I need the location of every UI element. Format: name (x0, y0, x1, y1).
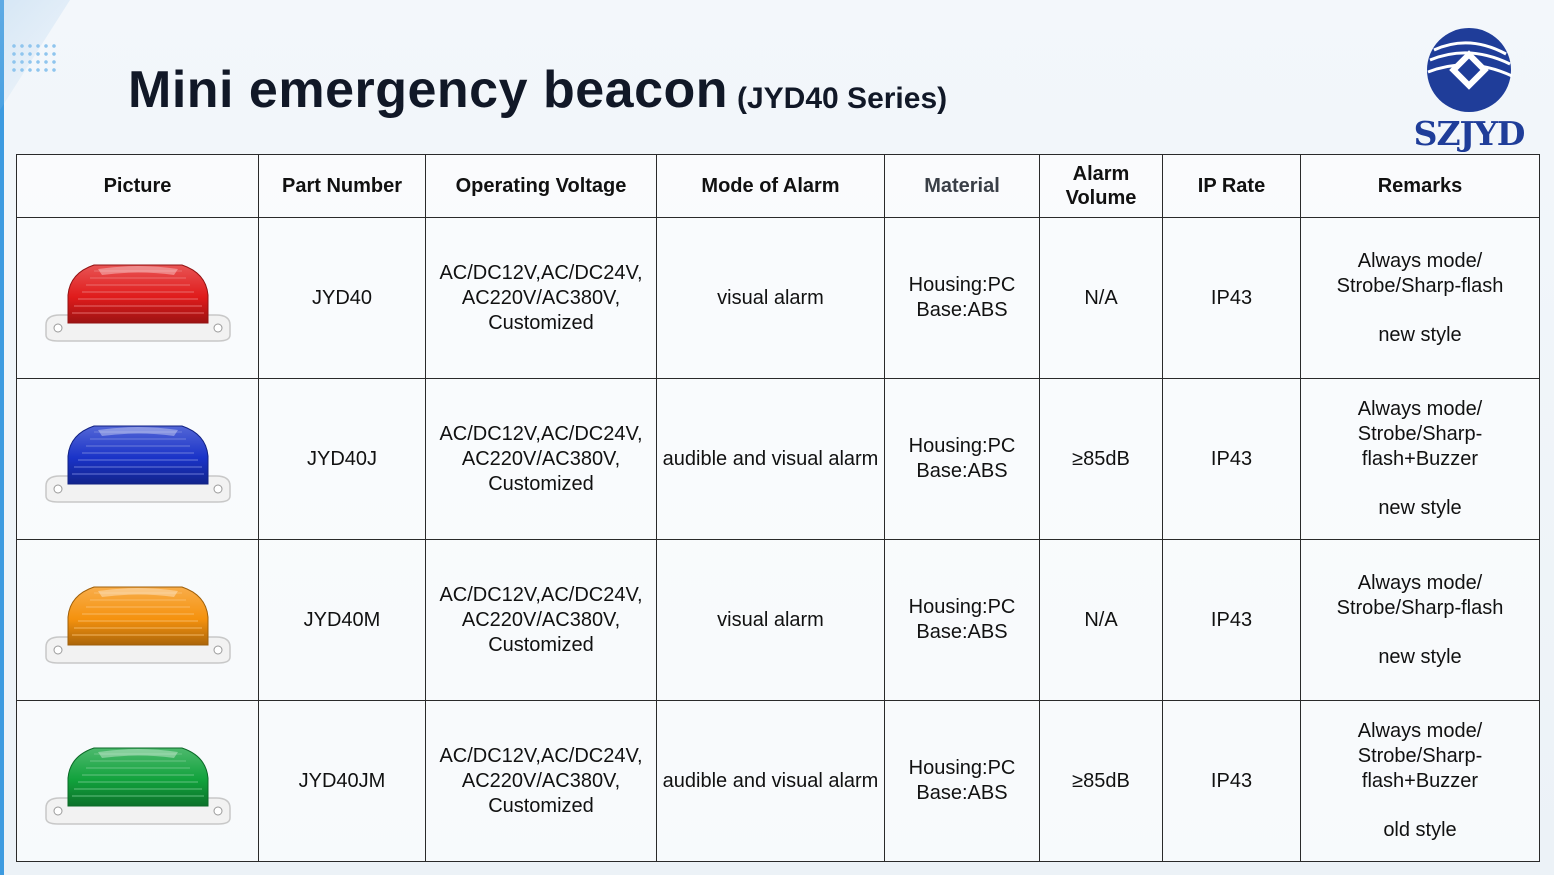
column-header-remarks: Remarks (1301, 155, 1540, 218)
remarks-line: Always mode/ (1357, 571, 1483, 594)
logo-emblem-icon (1408, 26, 1530, 116)
picture-cell (17, 540, 259, 701)
ip-rate-cell: IP43 (1163, 379, 1301, 540)
remarks-cell (1301, 379, 1540, 540)
voltage-line: AC220V/AC380V, (461, 769, 621, 792)
material-cell (885, 540, 1040, 701)
beacon-dome (68, 748, 208, 806)
page-title: Mini emergency beacon (128, 61, 729, 119)
beacon-product-image (38, 726, 238, 836)
remarks-line: Strobe/Sharp- (1357, 745, 1483, 767)
picture-cell (17, 379, 259, 540)
mount-hole-right (214, 646, 222, 654)
voltage-cell (426, 540, 657, 701)
beacon-product-image (38, 565, 238, 675)
remarks-cell (1301, 540, 1540, 701)
remarks-line: Strobe/Sharp- (1357, 423, 1483, 445)
material-cell (885, 379, 1040, 540)
alarm-mode-cell: audible and visual alarm (657, 701, 885, 862)
material-base: Base:ABS (916, 782, 1008, 804)
remarks-line: Always mode/ (1357, 398, 1483, 420)
alarm-volume-cell: N/A (1040, 218, 1163, 379)
voltage-line: AC220V/AC380V, (461, 447, 621, 470)
product-spec-table (16, 154, 1540, 862)
part-number-cell: JYD40 (259, 218, 426, 379)
remarks-cell (1301, 701, 1540, 862)
beacon-product-image (38, 404, 238, 514)
table-row (17, 701, 1540, 862)
column-header-operating-voltage: Operating Voltage (426, 155, 657, 218)
part-number-cell: JYD40M (259, 540, 426, 701)
alarm-mode-cell: audible and visual alarm (657, 379, 885, 540)
picture-cell (17, 218, 259, 379)
style-note: new style (1378, 497, 1462, 519)
beacon-dome (68, 426, 208, 484)
table-row (17, 218, 1540, 379)
column-header-part-number: Part Number (259, 155, 426, 218)
beacon-dome (68, 587, 208, 645)
voltage-line: AC/DC12V,AC/DC24V, (439, 744, 643, 767)
remarks-line: Always mode/ (1357, 720, 1483, 742)
mount-hole-left (54, 646, 62, 654)
dot-pattern-decoration (10, 42, 58, 72)
remarks-line: flash+Buzzer (1361, 448, 1479, 470)
voltage-line: Customized (488, 633, 594, 656)
style-note: new style (1378, 645, 1462, 668)
page-subtitle: (JYD40 Series) (737, 82, 948, 115)
voltage-line: AC220V/AC380V, (461, 286, 621, 309)
column-header-mode-of-alarm: Mode of Alarm (657, 155, 885, 218)
remarks-line: Strobe/Sharp-flash (1336, 274, 1504, 297)
alarm-volume-header-text: Alarm Volume (1065, 163, 1137, 209)
material-housing: Housing:PC (908, 596, 1016, 618)
voltage-line: Customized (488, 311, 594, 334)
style-note: new style (1378, 323, 1462, 346)
remarks-line: Always mode/ (1357, 249, 1483, 272)
material-housing: Housing:PC (908, 274, 1016, 296)
part-number-cell: JYD40J (259, 379, 426, 540)
style-note: old style (1383, 819, 1457, 841)
beacon-dome (68, 265, 208, 323)
part-number-cell: JYD40JM (259, 701, 426, 862)
voltage-line: AC/DC12V,AC/DC24V, (439, 261, 643, 284)
remarks-cell (1301, 218, 1540, 379)
alarm-volume-cell: ≥85dB (1040, 701, 1163, 862)
voltage-line: Customized (488, 794, 594, 817)
column-header-material: Material (885, 155, 1040, 218)
mount-hole-left (54, 324, 62, 332)
voltage-line: AC220V/AC380V, (461, 608, 621, 631)
voltage-line: AC/DC12V,AC/DC24V, (439, 583, 643, 606)
mount-hole-right (214, 807, 222, 815)
material-cell (885, 701, 1040, 862)
voltage-line: AC/DC12V,AC/DC24V, (439, 422, 643, 445)
table-header-row (17, 155, 1540, 218)
ip-rate-cell: IP43 (1163, 701, 1301, 862)
table-row (17, 540, 1540, 701)
alarm-volume-cell: ≥85dB (1040, 379, 1163, 540)
logo-text: SZJYD (1413, 114, 1525, 153)
picture-cell (17, 701, 259, 862)
mount-hole-right (214, 324, 222, 332)
column-header-ip-rate: IP Rate (1163, 155, 1301, 218)
alarm-mode-cell: visual alarm (657, 540, 885, 701)
mount-hole-left (54, 485, 62, 493)
remarks-line: Strobe/Sharp-flash (1336, 596, 1504, 619)
remarks-line: flash+Buzzer (1361, 770, 1479, 792)
table-row (17, 379, 1540, 540)
mount-hole-right (214, 485, 222, 493)
column-header-picture: Picture (17, 155, 259, 218)
alarm-volume-cell: N/A (1040, 540, 1163, 701)
column-header-alarm-volume (1040, 155, 1163, 218)
mount-hole-left (54, 807, 62, 815)
material-base: Base:ABS (916, 621, 1008, 643)
material-base: Base:ABS (916, 299, 1008, 321)
ip-rate-cell: IP43 (1163, 218, 1301, 379)
alarm-mode-cell: visual alarm (657, 218, 885, 379)
beacon-product-image (38, 243, 238, 353)
material-cell (885, 218, 1040, 379)
voltage-cell (426, 701, 657, 862)
ip-rate-cell: IP43 (1163, 540, 1301, 701)
voltage-cell (426, 379, 657, 540)
voltage-cell (426, 218, 657, 379)
left-accent-stripe (0, 0, 4, 875)
material-housing: Housing:PC (908, 435, 1016, 457)
company-logo (1408, 26, 1530, 153)
material-housing: Housing:PC (908, 757, 1016, 779)
voltage-line: Customized (488, 472, 594, 495)
material-base: Base:ABS (916, 460, 1008, 482)
